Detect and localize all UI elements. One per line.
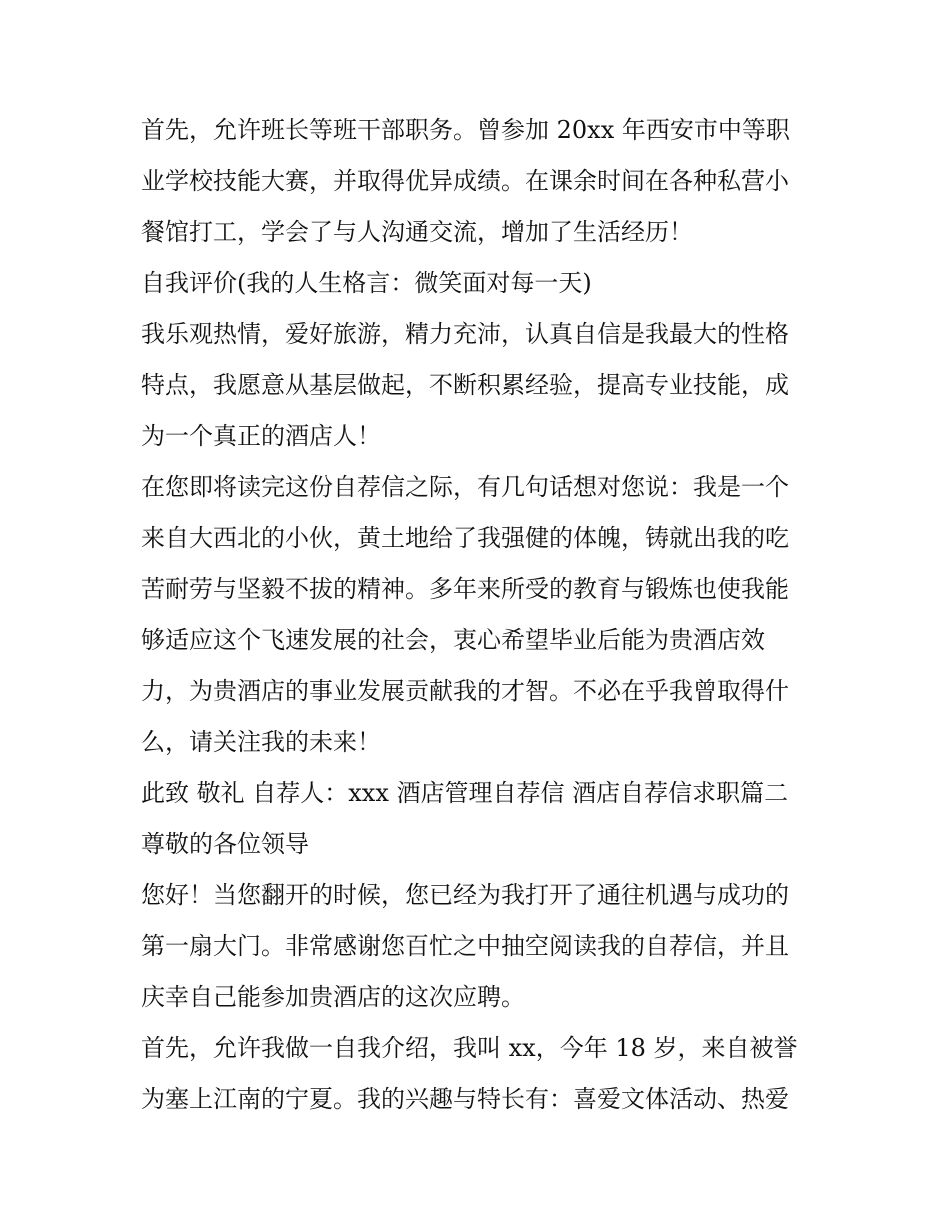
text-line-9: 来自大西北的小伙，黄土地给了我强健的体魄，铸就出我的吃 [141, 524, 789, 552]
text-line-12: 力，为贵酒店的事业发展贡献我的才智。不必在乎我曾取得什 [141, 677, 789, 705]
text-line-18: 庆幸自己能参加贵酒店的这次应聘。 [141, 983, 525, 1011]
text-line-8: 在您即将读完这份自荐信之际，有几句话想对您说：我是一个 [141, 473, 789, 501]
text-line-3: 餐馆打工，学会了与人沟通交流，增加了生活经历！ [141, 218, 693, 246]
text-line-20: 为塞上江南的宁夏。我的兴趣与特长有：喜爱文体活动、热爱 [141, 1085, 789, 1113]
text-line-14: 此致 敬礼 自荐人：xxx 酒店管理自荐信 酒店自荐信求职篇二 [141, 779, 789, 807]
text-line-6: 特点，我愿意从基层做起，不断积累经验，提高专业技能，成 [141, 371, 789, 399]
text-line-17: 第一扇大门。非常感谢您百忙之中抽空阅读我的自荐信，并且 [141, 932, 789, 960]
text-line-11: 够适应这个飞速发展的社会，衷心希望毕业后能为贵酒店效 [141, 626, 765, 654]
text-line-13: 么，请关注我的未来！ [141, 728, 381, 756]
document-body [141, 105, 813, 1125]
text-line-2: 业学校技能大赛，并取得优异成绩。在课余时间在各种私营小 [141, 167, 789, 195]
text-line-1: 首先，允许班长等班干部职务。曾参加 20xx 年西安市中等职 [141, 116, 790, 144]
text-line-7: 为一个真正的酒店人！ [141, 422, 381, 450]
text-line-16: 您好！当您翻开的时候，您已经为我打开了通往机遇与成功的 [141, 881, 789, 909]
text-line-15: 尊敬的各位领导 [141, 830, 309, 858]
text-line-10: 苦耐劳与坚毅不拔的精神。多年来所受的教育与锻炼也使我能 [141, 575, 789, 603]
text-line-19: 首先，允许我做一自我介绍，我叫 xx，今年 18 岁，来自被誉 [141, 1034, 798, 1062]
text-line-4: 自我评价(我的人生格言：微笑面对每一天) [141, 269, 592, 297]
text-line-5: 我乐观热情，爱好旅游，精力充沛，认真自信是我最大的性格 [141, 320, 789, 348]
